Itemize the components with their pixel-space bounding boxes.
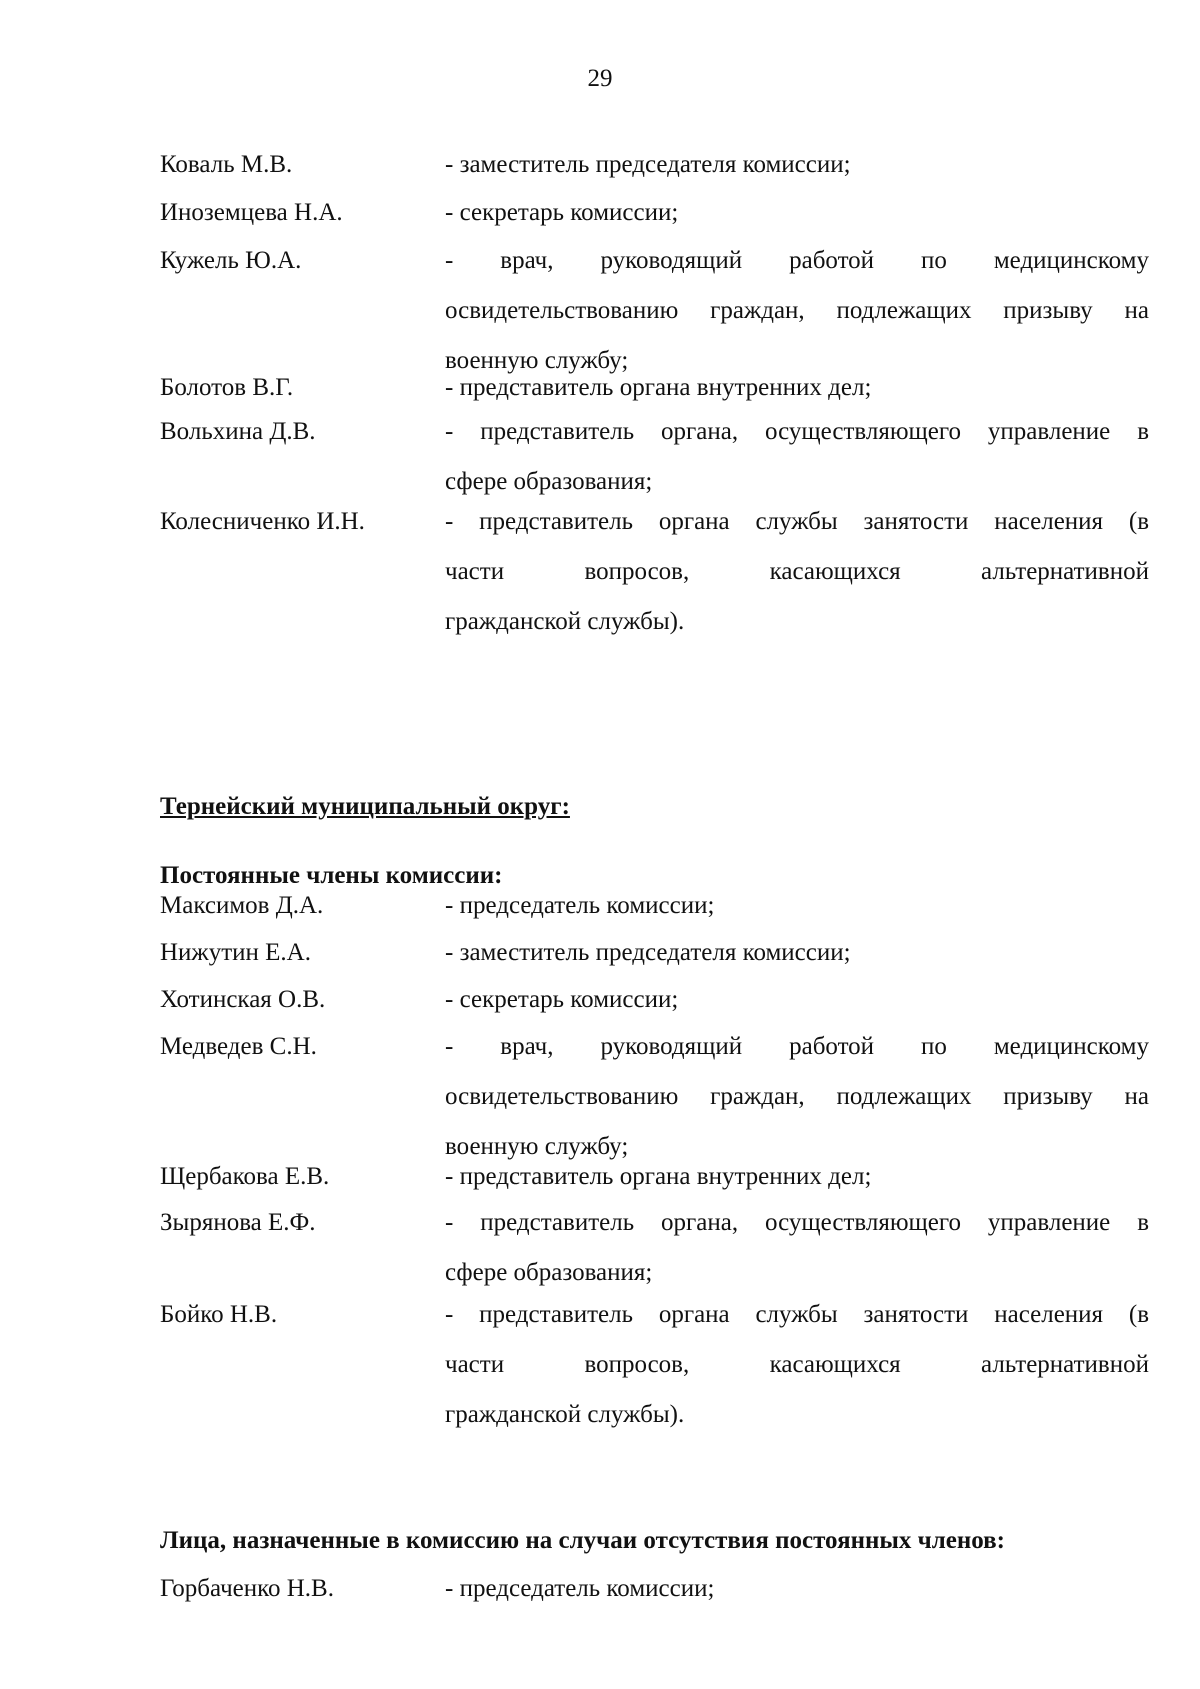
member-name: Болотов В.Г. xyxy=(160,374,294,401)
member-row xyxy=(160,236,1149,373)
member-name: Максимов Д.А. xyxy=(160,892,324,919)
member-role-line: освидетельствованию граждан, подлежащих призыву на xyxy=(445,297,1149,324)
member-role-line: части вопросов, касающихся альтернативной xyxy=(445,1351,1149,1378)
member-role-line: - врач, руководящий работой по медицинскому xyxy=(445,1033,1149,1060)
member-role: - председатель комиссии; xyxy=(445,1575,715,1602)
member-row xyxy=(160,1022,1149,1162)
member-row xyxy=(160,407,1149,497)
member-role: - представитель органа внутренних дел; xyxy=(445,374,872,401)
member-role-line: части вопросов, касающихся альтернативной xyxy=(445,558,1149,585)
member-name: Вольхина Д.В. xyxy=(160,418,316,445)
member-role-line: военную службу; xyxy=(445,1133,629,1160)
member-role-line: гражданской службы). xyxy=(445,608,685,635)
member-role-line: - представитель органа, осуществляющего управление в xyxy=(445,418,1149,445)
members-list-3 xyxy=(160,1574,1149,1614)
member-role xyxy=(445,407,1149,507)
member-role-line: сфере образования; xyxy=(445,1259,653,1286)
member-row xyxy=(160,891,1149,938)
member-name: Зырянова Е.Ф. xyxy=(160,1209,316,1236)
member-role-line: гражданской службы). xyxy=(445,1401,685,1428)
member-role-line: военную службу; xyxy=(445,347,629,374)
member-role-line: - врач, руководящий работой по медицинскому xyxy=(445,247,1149,274)
permanent-members-heading: Постоянные члены комиссии: xyxy=(160,862,503,889)
member-row xyxy=(160,150,1149,198)
member-role: - представитель органа внутренних дел; xyxy=(445,1163,872,1190)
member-row xyxy=(160,1198,1149,1290)
member-name: Щербакова Е.В. xyxy=(160,1163,330,1190)
district-heading: Тернейский муниципальный округ: xyxy=(160,793,570,820)
member-role: - заместитель председателя комиссии; xyxy=(445,939,851,966)
member-role-line: - представитель органа службы занятости населения (в xyxy=(445,508,1149,535)
member-role xyxy=(445,1022,1149,1172)
member-role-line: сфере образования; xyxy=(445,468,653,495)
member-row xyxy=(160,1574,1149,1614)
member-name: Колесниченко И.Н. xyxy=(160,508,365,535)
member-role xyxy=(445,497,1149,647)
member-role xyxy=(445,1198,1149,1298)
member-row xyxy=(160,938,1149,985)
member-name: Кужель Ю.А. xyxy=(160,247,302,274)
member-role: - заместитель председателя комиссии; xyxy=(445,151,851,178)
members-list-2 xyxy=(160,891,1149,1440)
member-name: Бойко Н.В. xyxy=(160,1301,278,1328)
member-role xyxy=(445,236,1149,386)
member-role: - секретарь комиссии; xyxy=(445,199,679,226)
member-name: Нижутин Е.А. xyxy=(160,939,311,966)
member-row xyxy=(160,497,1149,637)
member-name: Медведев С.Н. xyxy=(160,1033,317,1060)
member-name: Коваль М.В. xyxy=(160,151,293,178)
member-name: Хотинская О.В. xyxy=(160,986,326,1013)
member-role xyxy=(445,1290,1149,1440)
member-role-line: - представитель органа службы занятости населения (в xyxy=(445,1301,1149,1328)
member-role-line: освидетельствованию граждан, подлежащих призыву на xyxy=(445,1083,1149,1110)
member-role: - секретарь комиссии; xyxy=(445,986,679,1013)
member-name: Горбаченко Н.В. xyxy=(160,1575,334,1602)
page-number: 29 xyxy=(587,65,613,92)
member-role-line: - представитель органа, осуществляющего управление в xyxy=(445,1209,1149,1236)
member-name: Иноземцева Н.А. xyxy=(160,199,343,226)
members-list-1 xyxy=(160,150,1149,637)
substitutes-heading: Лица, назначенные в комиссию на случаи отсутствия постоянных членов: xyxy=(160,1527,1005,1554)
member-role: - председатель комиссии; xyxy=(445,892,715,919)
member-row xyxy=(160,1290,1149,1440)
